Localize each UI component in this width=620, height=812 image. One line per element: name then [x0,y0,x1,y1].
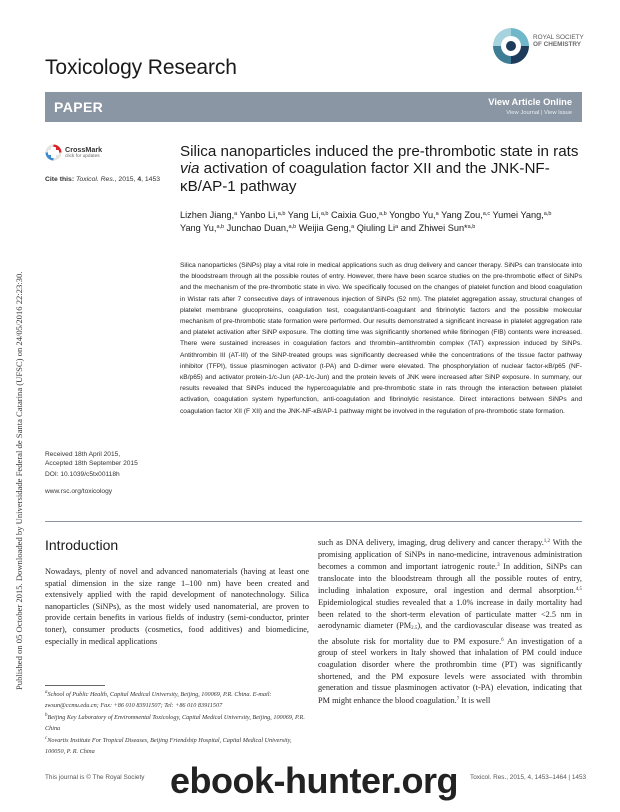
reference-link[interactable]: 1,2 [543,539,551,544]
reference-link[interactable]: 7 [456,696,460,702]
reference-link[interactable]: 3 [497,563,500,569]
author-list [180,209,560,234]
author-affiliation: a,c [482,211,491,217]
introduction-heading: Introduction [45,537,119,553]
crossmark-sublabel: click for updates [65,154,100,159]
watermark: ebook-hunter.org [170,760,458,801]
author-name: Yang Zou, [441,210,483,220]
footnote-text: School of Public Health, Capital Medical University, Beijing, 100069, P.R. China. E-mail: zwsun@ccmu.edu.cn; Fax: +86 010 83911507; Tel: +86 010 83911507 [45,691,272,709]
author-name: Yumei Yang, [492,210,544,220]
author-name: Caixia Guo, [331,210,380,220]
footnote-text: Novartis Institute For Tropical Diseases, Beijing Friendship Hospital, Capital Medical University, 100050, P. R. China [45,737,292,755]
footnote-mark: a [45,690,48,695]
author[interactable] [493,210,552,220]
footnote-c [45,734,309,757]
author-name: and [400,222,417,233]
crossmark-label: CrossMark [65,145,103,154]
intro-text: Epidemiological studies revealed that a 1.0% increase in daily mortality had been related to the short-term elevation of particulate matter <2.5 nm in aerodynamic diameter (PM [318,597,582,631]
journal-url[interactable]: www.rsc.org/toxicology [45,488,113,495]
author-affiliation: a [351,223,355,230]
author-name: Yanbo Li, [239,210,278,220]
view-article-online-link[interactable]: View Article Online [488,97,572,107]
author[interactable] [180,223,224,233]
author-conjunction [401,223,416,233]
footnote-mark: c [45,736,48,742]
author[interactable] [240,210,286,220]
crossmark-button[interactable] [45,144,105,162]
author-affiliation: a,b [543,211,552,217]
intro-text: ), and the cardiovascular disease was treated as the absolute risk for mortality due to PM exposure. [318,621,582,646]
cite-page: , 1453 [141,176,161,183]
footnote-b [45,711,309,734]
author[interactable] [441,210,490,220]
author-affiliation: a [395,223,399,230]
accepted-date: Accepted 18th September 2015 [45,460,138,468]
title-part1: Silica nanoparticles induced the pre-thrombotic state in rats [180,143,579,160]
cite-year: , 2015, [114,176,138,183]
article-type-label: PAPER [54,99,104,115]
author-name: Yang Li, [287,210,321,220]
reference-link[interactable]: 4,5 [575,587,582,593]
download-notice-text: Published on 05 October 2015. Downloaded by Universidade Federal de Santa Catarina (UFSC) on 24/05/2016 22:23:30. [14,271,24,690]
download-notice [2,70,24,690]
received-date: Received 18th April 2015, [45,451,121,458]
author[interactable] [299,223,355,233]
footer-copyright: This journal is © The Royal Society [45,774,145,781]
author-affiliation: a [234,211,238,217]
footnote-a [45,688,309,711]
intro-text: An investigation of a group of steel workers in Italy showed that inhalation of PM could induce coagulation disorder where the prothrombin time (PT) was significantly shortened, and the PM exposure levels were associated with thrombin generation and tissue plasminogen activator (t-PA) elevation, indicating that PM might enhance the blood coagulation. [318,636,583,705]
doi[interactable]: DOI: 10.1039/c5tx00118h [45,471,120,478]
author[interactable] [331,210,387,220]
intro-text: In addition, SiNPs can translocate into the bloodstream through all the possible routes of entry, including inhalation exposure, oral ingestion and dermal absorption. [318,562,582,596]
subscript: 2.5 [411,626,418,632]
view-journal-issue-links[interactable]: View Journal | View Issue [506,110,572,116]
author-name: Yang Yu, [180,222,217,233]
title-via: via [180,160,200,178]
author-name: Zhiwei Sun* [418,222,468,233]
author[interactable] [227,223,296,233]
introduction-right-column [318,536,582,706]
publisher-line1: ROYAL SOCIETY [533,34,584,41]
reference-link[interactable]: 6 [501,637,504,643]
author[interactable] [180,210,237,220]
journal-title[interactable]: Toxicology Research [45,56,237,79]
author-affiliation: a,b [320,211,329,217]
author[interactable] [288,210,329,220]
author-affiliation: a,b [216,223,225,230]
section-divider [45,521,582,522]
crossmark-icon [45,144,62,161]
author[interactable] [389,210,439,220]
cite-volume: 4 [137,176,142,183]
author-name: Qiuling Li [356,222,396,233]
author-affiliation: a,b [379,211,387,217]
citation [45,176,160,183]
article-type-banner [45,92,582,122]
cite-journal[interactable]: Toxicol. Res. [75,176,115,183]
intro-text: It is well [459,695,491,705]
author-affiliation: a,b [467,223,476,230]
author-name: Junchao Duan, [226,222,289,233]
introduction-left-column: Nowadays, plenty of novel and advanced nanomaterials (having at least one spatial dimension in the size range 1–100 nm) have been created and extensively applied with the rapid development of nanotechnology. Silica nanoparticles (SiNPs), as the most widely used nanomaterial, are proven to provide certain benefits in various fields of industry (semi-conductor, printer toner), consumer products (cosmetics, food additives) and biomedicine, especially in medical applications [45,567,309,646]
footnote-mark: b [45,713,48,719]
author-affiliation: a [435,211,439,217]
footnote-divider [45,685,105,686]
rsc-logo-icon [491,26,531,66]
intro-text: With the promising application of SiNPs in nano-medicine, intravenous administration becomes a common and important iatrogenic route. [318,538,582,572]
author-affiliation: a,b [288,223,297,230]
author-affiliation: a,b [277,211,286,217]
author-name: Weijia Geng, [298,222,352,233]
author-name: Yongbo Yu, [389,210,436,220]
author[interactable] [419,223,476,233]
author-name: Lizhen Jiang, [180,210,235,220]
cite-prefix: Cite this: [45,176,75,183]
publisher-line2: OF CHEMISTRY [533,41,582,49]
article-title [180,143,580,195]
footnote-text: Beijing Key Laboratory of Environmental Toxicology, Capital Medical University, Beijing, 100069, P.R. China [45,714,305,732]
footer-citation: Toxicol. Res., 2015, 4, 1453–1464 | 1453 [470,774,587,781]
affiliation-footnotes [45,688,309,758]
publisher-name [533,34,584,49]
title-part2: activation of coagulation factor XII and the JNK-NF-κB/AP-1 pathway [180,160,550,195]
received-dates [45,450,138,469]
abstract-text: Silica nanoparticles (SiNPs) play a vital role in medical applications such as drug delivery and cancer therapy. SiNPs can translocate into the bloodstream through all the possible routes of entry. However, there have been scarce studies on the pre-thrombotic effect of SiNPs and the mechanism of the pre-thrombotic state in vivo. We specifically focused on the changes of platelet function and blood coagulation in Wistar rats after 7 consecutive days of intravenous injection of SiNPs (52 nm). The platelet aggregation assay, structural changes of platelet membrane glucoproteins, coagulation test, coagulant/anti-coagulant and fibrinolytic factors and the possible molecular mechanism of pre-thrombotic state formation were performed. Our results demonstrated a significant increase in platelet aggregation rate and platelet activation after SiNP exposure. The clotting time was significantly shortened while fibrinogen (FIB) contents were increased. There were sustained increases in coagulation factors and thrombin–antithrombin complex (TAT) expression induced by SiNPs. Antithrombin III (AT-III) of the SiNP-treated groups was significantly decreased while the concentrations of the tissue factor pathway inhibitor (TFPI), tissue plasminogen activator (t-PA) and D-dimer were elevated. The phosphorylation of nuclear factor-κB/p65 (NF-κB/p65) and activator protein-1/c-Jun (AP-1/c-Jun) and the protein levels of JNK were increased after SiNP exposure. In summary, our results revealed that SiNPs induced the hypercoagulable and pre-thrombotic state in rats through the interaction between platelet activation, coagulation system hyperfunction, anti-coagulation and fibrinolytic resistance. Direct interactions between SiNPs and coagulation factor XII (F XII) and the JNK-NF-κB/AP-1 pathway might be involved in the regulation of pre-thrombotic state formation. [180,262,582,415]
intro-text: such as DNA delivery, imaging, drug delivery and cancer therapy. [318,538,544,547]
author[interactable] [357,223,398,233]
